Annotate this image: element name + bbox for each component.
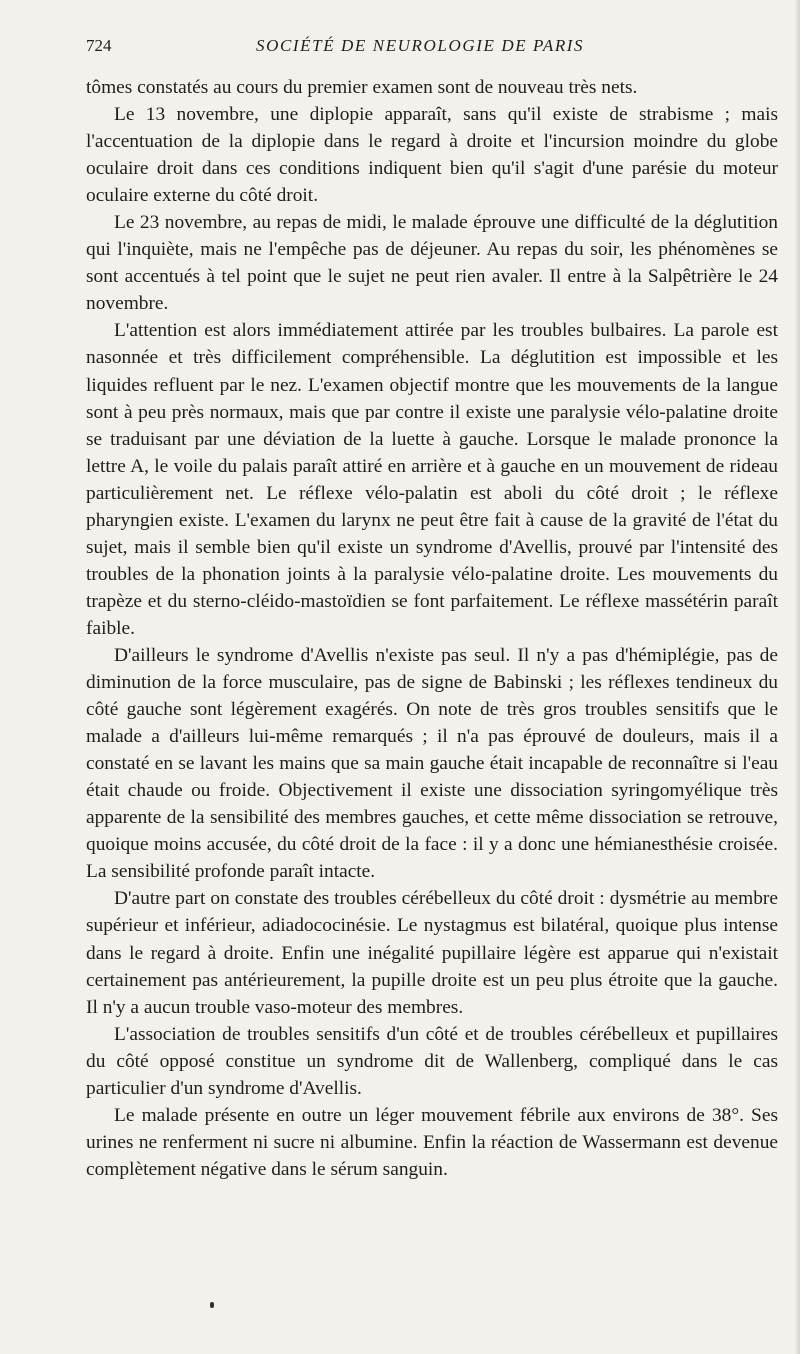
- paragraph: L'attention est alors immédiatement attirée par les troubles bulbaires. La parole est nasonnée et très difficilement compréhensible. La déglutition est impossible et les liquides refluent par le nez. L'examen objectif montre que les mouvements de la langue sont à peu près normaux, mais que par contre il existe une paralysie vélo-palatine droite se traduisant par une déviation de la luette à gauche. Lorsque le malade prononce la lettre A, le voile du palais paraît attiré en arrière et à gauche en un mouvement de rideau particulièrement net. Le réflexe vélo-palatin est aboli du côté droit ; le réflexe pharyngien existe. L'examen du larynx ne peut être fait à cause de la gravité de l'état du sujet, mais il semble bien qu'il existe un syndrome d'Avellis, prouvé par l'intensité des troubles de la phonation joints à la paralysie vélo-palatine droite. Les mouvements du trapèze et du sterno-cléido-mastoïdien se font parfaitement. Le réflexe massétérin paraît faible.: [86, 320, 778, 639]
- ink-speck: [210, 1302, 214, 1308]
- page-number: 724: [86, 36, 112, 55]
- paragraph: Le 23 novembre, au repas de midi, le malade éprouve une difficulté de la déglutition qui l'inquiète, mais ne l'empêche pas de déjeuner. Au repas du soir, les phénomènes se sont accentués à tel point que le sujet ne peut rien avaler. Il entre à la Salpêtrière le 24 novembre.: [86, 212, 778, 315]
- body-text: [86, 74, 778, 1183]
- page-header: [86, 36, 778, 70]
- paragraph: Le malade présente en outre un léger mouvement fébrile aux environs de 38°. Ses urines ne renferment ni sucre ni albumine. Enfin la réaction de Wassermann est devenue complètement négative dans le sérum sanguin.: [86, 1104, 778, 1180]
- paragraph: D'autre part on constate des troubles cérébelleux du côté droit : dysmétrie au membre supérieur et inférieur, adiadococinésie. Le nystagmus est bilatéral, quoique plus intense dans le regard à droite. Enfin une inégalité pupillaire légère est apparue qui n'existait certainement pas antérieurement, la pupille droite est un peu plus étroite que la gauche. Il n'y a aucun trouble vaso-moteur des membres.: [86, 888, 778, 1018]
- paragraph: D'ailleurs le syndrome d'Avellis n'existe pas seul. Il n'y a pas d'hémiplégie, pas de diminution de la force musculaire, pas de signe de Babinski ; les réflexes tendineux du côté gauche sont légèrement exagérés. On note de très gros troubles sensitifs que le malade a d'ailleurs lui-même remarqués ; il n'a pas éprouvé de douleurs, mais il a constaté en se lavant les mains que sa main gauche était incapable de reconnaître si l'eau était chaude ou froide. Objectivement il existe une dissociation syringomyélique très apparente de la sensibilité des membres gauches, et cette même dissociation se retrouve, quoique moins accusée, du côté droit de la face : il y a donc une hémianesthésie croisée. La sensibilité profonde paraît intacte.: [86, 644, 778, 883]
- page-edge-shadow: [794, 0, 800, 1354]
- paragraph: tômes constatés au cours du premier examen sont de nouveau très nets.: [86, 77, 638, 98]
- paragraph: L'association de troubles sensitifs d'un côté et de troubles cérébelleux et pupillaires du côté opposé constitue un syndrome dit de Wallenberg, compliqué dans le cas particulier d'un syndrome d'Avellis.: [86, 1023, 778, 1099]
- paragraph: Le 13 novembre, une diplopie apparaît, sans qu'il existe de strabisme ; mais l'accentuation de la diplopie dans le regard à droite et l'incursion moindre du globe oculaire droit dans ces conditions indiquent bien qu'il s'agit d'une parésie du moteur oculaire externe du côté droit.: [86, 104, 778, 207]
- running-title: SOCIÉTÉ DE NEUROLOGIE DE PARIS: [256, 36, 585, 55]
